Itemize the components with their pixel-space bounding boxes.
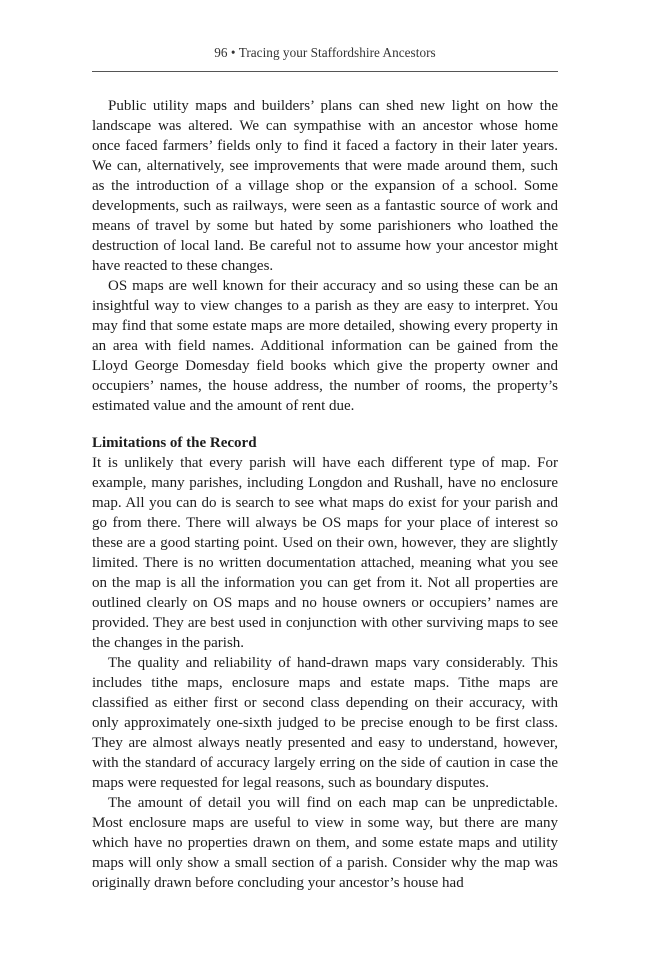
paragraph-5: The amount of detail you will find on each map can be unpredictable. Most enclosure maps are useful to view in some way, but there are many which have no properties drawn on them, and some estate maps and utility maps will only show a small section of a parish. Consider why the map was originally drawn before concluding your ancestor’s house had — [92, 795, 558, 891]
paragraph-3: It is unlikely that every parish will have each different type of map. For example, many parishes, including Longdon and Rushall, have no enclosure map. All you can do is search to see what maps do exist for your parish and go from there. There will always be OS maps for your place of interest so these are a good starting point. Used on their own, however, they are slightly limited. There is no written documentation attached, meaning what you see on the map is all the information you can get from it. Not all properties are outlined clearly on OS maps and no house owners or occupiers’ names are provided. They are best used in conjunction with other surviving maps to see the changes in the parish. — [92, 455, 558, 651]
body-text — [92, 96, 558, 893]
paragraph-1: Public utility maps and builders’ plans can shed new light on how the landscape was altered. We can sympathise with an ancestor whose home once faced farmers’ fields only to find it faced a factory in their later years. We can, alternatively, see improvements that were made around them, such as the introduction of a village shop or the expansion of a school. Some developments, such as railways, were seen as a fantastic source of work and means of travel by some but hated by some parishioners who loathed the destruction of local land. Be careful not to assume how your ancestor might have reacted to these changes. — [92, 98, 558, 274]
paragraph-4: The quality and reliability of hand-drawn maps vary considerably. This includes tithe maps, enclosure maps and estate maps. Tithe maps are classified as either first or second class depending on their accuracy, with only approximately one-sixth judged to be precise enough to be first class. They are almost always neatly presented and easy to understand, however, with the standard of accuracy largely erring on the side of caution in case the maps were requested for legal reasons, such as boundary disputes. — [92, 655, 558, 791]
section-heading: Limitations of the Record — [92, 435, 257, 451]
running-head: 96 • Tracing your Staffordshire Ancestors — [214, 45, 436, 60]
paragraph-2: OS maps are well known for their accuracy and so using these can be an insightful way to view changes to a parish as they are easy to interpret. You may find that some estate maps are more detailed, showing every property in an area with field names. Additional information can be gained from the Lloyd George Domesday field books which give the property owner and occupiers’ names, the house address, the number of rooms, the property’s estimated value and the amount of rent due. — [92, 278, 558, 414]
header-rule — [92, 71, 558, 72]
